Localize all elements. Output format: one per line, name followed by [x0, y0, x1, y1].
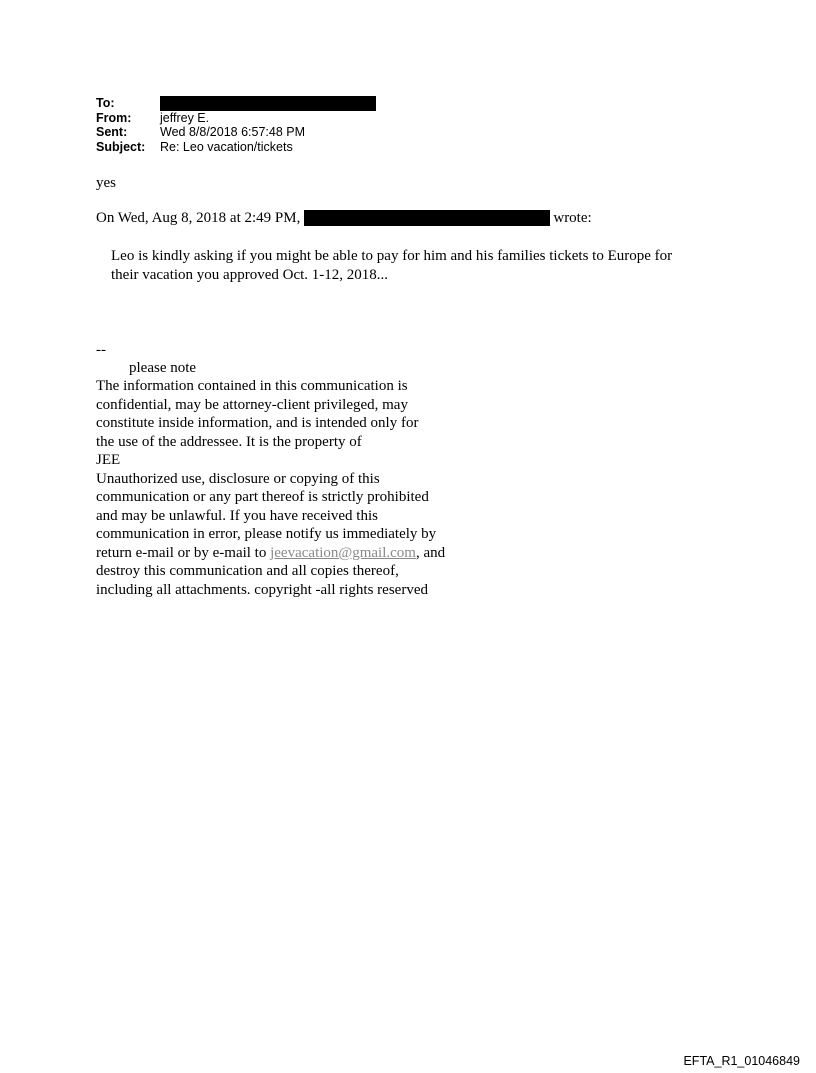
signature-dashes: -- — [96, 342, 106, 358]
subject-row — [96, 140, 376, 155]
email-link[interactable]: jeevacation@gmail.com — [270, 544, 416, 561]
notice-line: communication in error, please notify us immediately by — [96, 526, 437, 542]
notice-line: destroy this communication and all copies thereof, — [96, 563, 399, 579]
email-header — [96, 96, 376, 154]
notice-line: and may be unlawful. If you have received this — [96, 507, 378, 524]
quote-intro-line — [96, 209, 592, 228]
signature-note: please note — [129, 360, 197, 376]
quoted-message — [111, 247, 672, 284]
notice-line: JEE — [96, 452, 121, 468]
notice-line: The information contained in this communication is — [96, 378, 408, 394]
subject-value: Re: Leo vacation/tickets — [160, 139, 293, 154]
notice-line: communication or any part thereof is strictly prohibited — [96, 489, 429, 505]
email-prefix: return e-mail or by e-mail to — [96, 544, 271, 561]
notice-email-line — [96, 544, 445, 563]
confidentiality-notice — [96, 377, 445, 599]
notice-line: including all attachments. copyright -all rights reserved — [96, 581, 428, 598]
notice-line: constitute inside information, and is intended only for — [96, 415, 419, 431]
quoted-line: their vacation you approved Oct. 1-12, 2018... — [111, 266, 389, 283]
document-id: EFTA_R1_01046849 — [683, 1054, 800, 1068]
notice-line: the use of the addressee. It is the property of — [96, 433, 362, 450]
notice-line: confidential, may be attorney-client privileged, may — [96, 396, 408, 413]
subject-label: Subject: — [96, 139, 146, 154]
from-label: From: — [96, 110, 132, 125]
notice-line: Unauthorized use, disclosure or copying of this — [96, 470, 380, 487]
email-suffix: , and — [415, 544, 446, 561]
quote-intro: On Wed, Aug 8, 2018 at 2:49 PM, — [96, 210, 301, 226]
to-label: To: — [96, 96, 115, 110]
reply-text: yes — [96, 175, 116, 191]
quoted-line: Leo is kindly asking if you might be able to pay for him and his families tickets to Europe for — [111, 248, 673, 264]
quote-wrote: wrote: — [553, 210, 592, 226]
from-row — [96, 111, 376, 126]
to-row — [96, 96, 376, 111]
from-value: jeffrey E. — [160, 110, 210, 125]
redaction-bar — [160, 96, 376, 111]
redaction-bar — [304, 210, 550, 226]
sent-row — [96, 125, 376, 140]
sent-label: Sent: — [96, 125, 128, 139]
sent-value: Wed 8/8/2018 6:57:48 PM — [160, 125, 306, 139]
